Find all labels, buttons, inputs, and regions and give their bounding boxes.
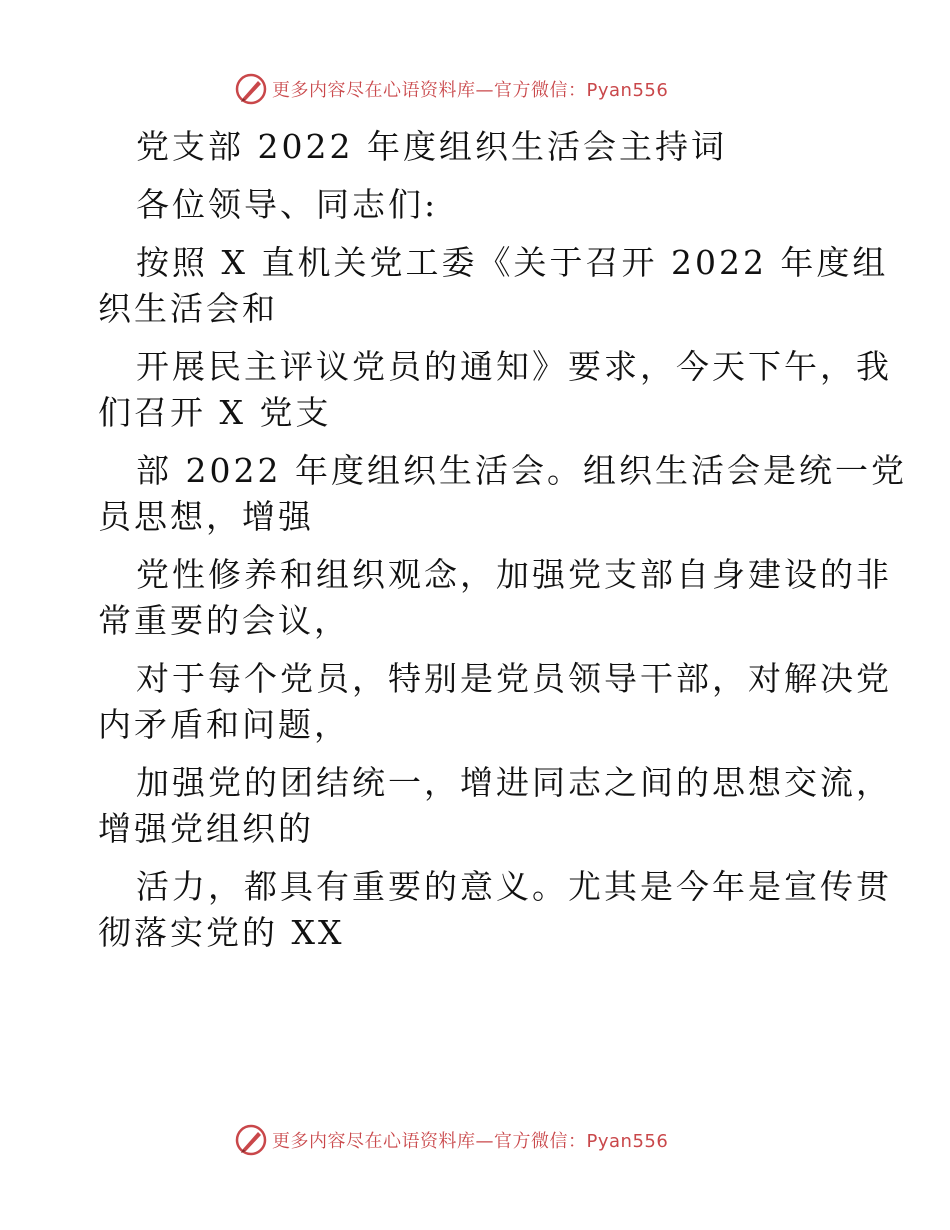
salutation: 各位领导、同志们:	[136, 185, 439, 224]
text-line: 部 2022 年度组织生活会。组织生活会是统一党	[136, 451, 907, 490]
footer-banner	[234, 1122, 794, 1158]
text-line: 常重要的会议，	[98, 601, 350, 640]
text-line: 员思想，增强	[98, 497, 314, 536]
text-line: 增强党组织的	[98, 809, 314, 848]
banner-text	[272, 76, 668, 102]
text-line: 内矛盾和问题，	[98, 705, 350, 744]
banner-brand: 更多内容尽在心语资料库	[272, 1131, 476, 1152]
document-title: 党支部 2022 年度组织生活会主持词	[136, 127, 727, 166]
text-line: 活力，都具有重要的意义。尤其是今年是宣传贯	[136, 867, 892, 906]
banner-contact-label: 官方微信：	[494, 80, 587, 101]
text-line: 们召开 X 党支	[98, 393, 332, 432]
document-body	[98, 124, 907, 956]
text-line: 开展民主评议党员的通知》要求，今天下午，我	[136, 347, 892, 386]
banner-contact-value: Pyan556	[586, 80, 669, 101]
text-line: 对于每个党员，特别是党员领导干部，对解决党	[136, 659, 892, 698]
banner-text	[272, 1127, 668, 1153]
text-line: 按照 X 直机关党工委《关于召开 2022 年度组	[136, 243, 889, 282]
banner-contact-value: Pyan556	[586, 1131, 669, 1152]
text-line: 彻落实党的 XX	[98, 913, 345, 952]
banner-separator: —	[475, 1131, 494, 1152]
header-banner	[234, 71, 794, 107]
pen-logo-icon	[234, 1123, 268, 1157]
banner-contact-label: 官方微信：	[494, 1131, 587, 1152]
text-line: 党性修养和组织观念，加强党支部自身建设的非	[136, 555, 892, 594]
pen-logo-icon	[234, 72, 268, 106]
banner-separator: —	[475, 80, 494, 101]
text-line: 织生活会和	[98, 289, 278, 328]
text-line: 加强党的团结统一，增进同志之间的思想交流，	[136, 763, 892, 802]
banner-brand: 更多内容尽在心语资料库	[272, 80, 476, 101]
